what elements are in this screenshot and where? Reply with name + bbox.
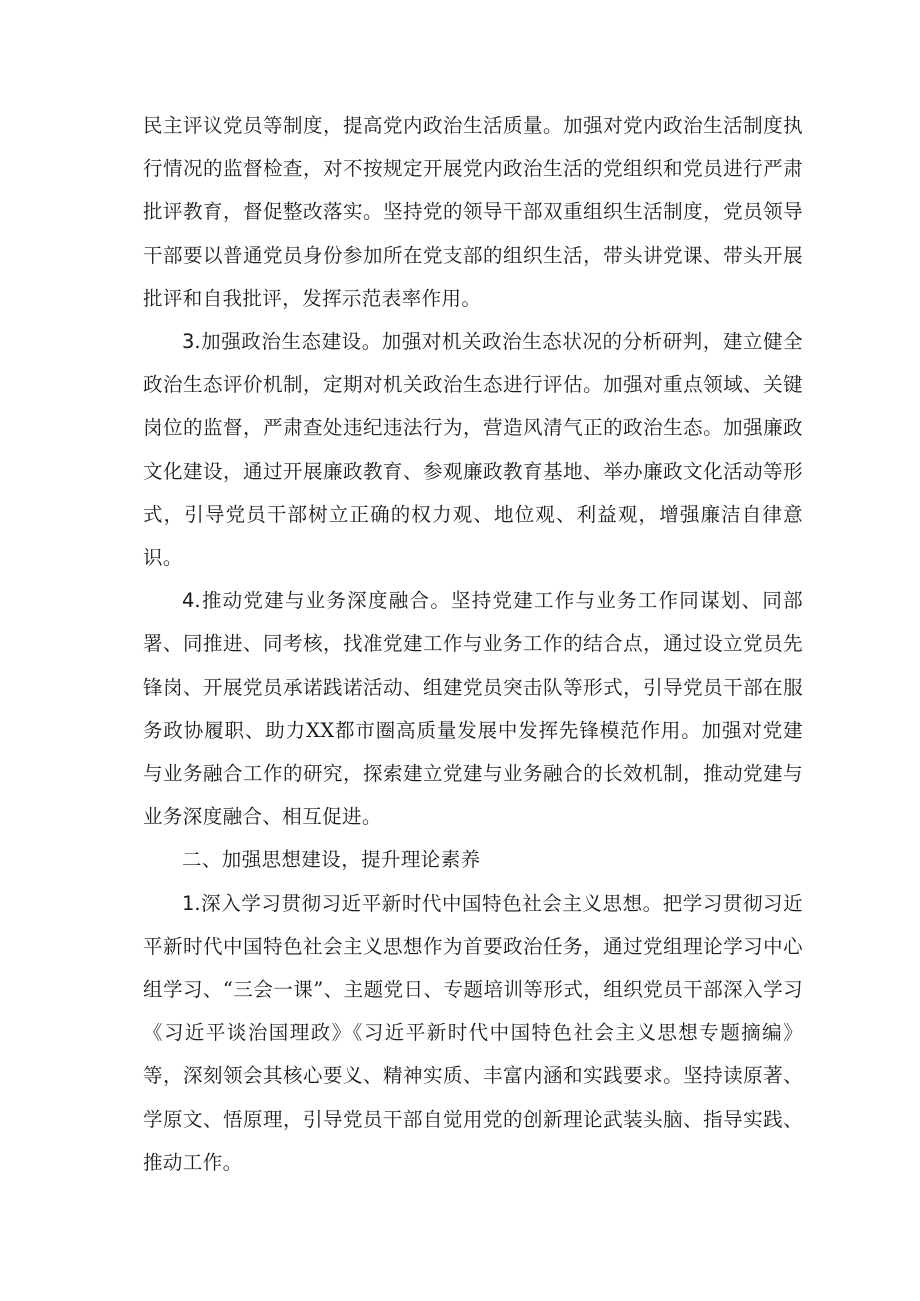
paragraph-text: .深入学习贯彻习近平新时代中国特色社会主义思想。把学习贯彻习近平新时代中国特色社会主义思想作为首要政治任务，通过党组理论学习中心组学习、“三会一课”、主题党日、专题培训等形式，组织党员干部深入学习《习近平谈治国理政》《习近平新时代中国特色社会主义思想专题摘编》等，深刻领会其核心要义、精神实质、丰富内涵和实践要求。坚持读原著、学原文、悟原理，引导党员干部自觉用党的创新理论武装头脑、指导实践、推动工作。 <box>143 891 803 1174</box>
paragraph-text: .加强政治生态建设。加强对机关政治生态状况的分析研判，建立健全政治生态评价机制，定期对机关政治生态进行评估。加强对重点领域、关键岗位的监督，严肃查处违纪违法行为，营造风清气正的政治生态。加强廉政文化建设，通过开展廉政教育、参观廉政教育基地、举办廉政文化活动等形式，引导党员干部树立正确的权力观、地位观、利益观，增强廉洁自律意识。 <box>143 330 803 570</box>
item-number: 1 <box>182 891 195 915</box>
item-number: 4 <box>182 589 195 613</box>
paragraph-party-business-integration <box>143 579 803 838</box>
paragraph-study-thought <box>143 882 803 1184</box>
paragraph-text: 民主评议党员等制度，提高党内政治生活质量。加强对党内政治生活制度执行情况的监督检查，对不按规定开展党内政治生活的党组织和党员进行严肃批评教育，督促整改落实。坚持党的领导干部双重组织生活制度，党员领导干部要以普通党员身份参加所在党支部的组织生活，带头讲党课、带头开展批评和自我批评，发挥示范表率作用。 <box>143 114 803 310</box>
item-number: 3 <box>182 330 195 354</box>
document-page <box>143 104 803 1184</box>
section-heading <box>143 838 803 881</box>
heading-text: 二、加强思想建设，提升理论素养 <box>182 848 481 872</box>
paragraph-political-ecology <box>143 320 803 579</box>
paragraph-text: .推动党建与业务深度融合。坚持党建工作与业务工作同谋划、同部署、同推进、同考核，找准党建工作与业务工作的结合点，通过设立党员先锋岗、开展党员承诺践诺活动、组建党员突击队等形式，引导党员干部在服务政协履职、助力XX都市圈高质量发展中发挥先锋模范作用。加强对党建与业务融合工作的研究，探索建立党建与业务融合的长效机制，推动党建与业务深度融合、相互促进。 <box>143 589 803 829</box>
paragraph-continuation <box>143 104 803 320</box>
